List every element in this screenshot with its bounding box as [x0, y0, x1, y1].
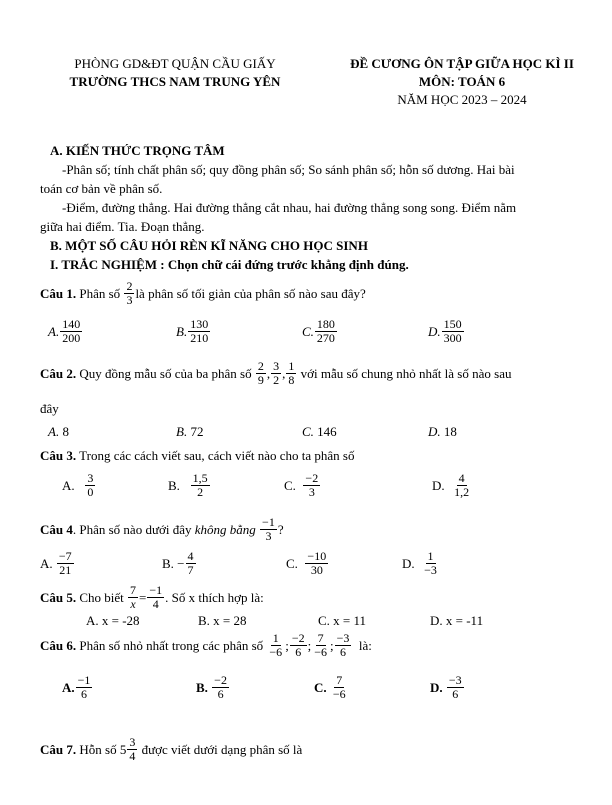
numerator: −1 [77, 673, 91, 687]
numerator: 7 [336, 673, 343, 687]
option-letter: C. [318, 613, 330, 628]
option-letter: A. [62, 679, 75, 695]
q2-option-c[interactable] [302, 424, 337, 440]
question-7 [40, 736, 302, 763]
fraction [286, 360, 296, 387]
question-6-text-b: là: [358, 637, 372, 653]
option-letter: B. [162, 555, 174, 571]
fraction [124, 280, 134, 307]
equals-sign: = [139, 589, 147, 605]
fraction [447, 674, 464, 701]
doc-title: ĐỀ CƯƠNG ÔN TẬP GIỮA HỌC KÌ II [350, 56, 574, 71]
numerator: 3 [87, 471, 94, 485]
fraction [260, 516, 277, 543]
q1-option-a[interactable] [48, 318, 83, 345]
q6-option-d[interactable] [430, 674, 465, 701]
denominator: −3 [424, 563, 437, 577]
question-2-label: Câu 2. [40, 365, 77, 381]
fraction [128, 584, 138, 611]
question-1 [40, 280, 366, 307]
denominator: −6 [269, 645, 283, 659]
option-letter: A. [40, 555, 53, 571]
fraction [186, 550, 196, 577]
fraction [256, 360, 266, 387]
option-value: 8 [62, 424, 69, 439]
option-value: x = -11 [445, 613, 484, 628]
option-letter: C. [302, 424, 314, 439]
numerator: −1 [262, 515, 275, 529]
fraction [267, 632, 284, 659]
question-2 [40, 360, 511, 387]
fraction [303, 472, 320, 499]
q5-option-a[interactable] [86, 613, 140, 629]
q6-option-b[interactable] [196, 674, 230, 701]
denominator: 3 [265, 529, 272, 543]
denominator: 1,2 [454, 485, 470, 499]
denominator: 210 [190, 331, 209, 345]
numerator: 7 [130, 583, 137, 597]
option-letter: A. [86, 613, 99, 628]
fraction [442, 318, 464, 345]
option-letter: B. [176, 323, 188, 339]
question-5 [40, 584, 264, 611]
fraction [147, 584, 164, 611]
fraction [127, 736, 137, 763]
school-department: PHÒNG GD&ĐT QUẬN CẦU GIẤY [74, 56, 276, 71]
q6-option-a[interactable] [62, 674, 93, 701]
question-7-label: Câu 7. [40, 741, 77, 757]
option-prefix: − [177, 555, 185, 571]
fraction [331, 674, 348, 701]
q4-option-a[interactable] [40, 550, 75, 577]
denominator: −6 [332, 687, 346, 701]
option-letter: D. [402, 555, 415, 571]
option-letter: B. [176, 424, 188, 439]
numerator: −7 [58, 549, 72, 563]
fraction [60, 318, 82, 345]
question-1-label: Câu 1. [40, 285, 77, 301]
numerator: 1 [427, 549, 434, 563]
numerator: 1 [288, 359, 295, 373]
option-letter: C. [314, 679, 327, 695]
option-value: x = 28 [213, 613, 247, 628]
numerator: −10 [307, 549, 327, 563]
numerator: 4 [187, 549, 194, 563]
numerator: 3 [273, 359, 280, 373]
question-3-text: Trong các cách viết sau, cách viết nào cho ta phân số [79, 448, 355, 463]
section-b-title: B. MỘT SỐ CÂU HỎI RÈN KĨ NĂNG CHO HỌC SINH [50, 238, 368, 253]
fraction [335, 632, 352, 659]
q2-option-d[interactable] [428, 424, 457, 440]
part-1-title: I. TRẮC NGHIỆM : Chọn chữ cái đứng trước khẳng định đúng. [50, 257, 409, 272]
separator: , [282, 365, 286, 381]
question-2-text-b: với mẫu số chung nhỏ nhất là số nào sau [300, 365, 512, 381]
numerator: −1 [149, 583, 163, 597]
q4-option-d[interactable] [402, 550, 440, 577]
section-a-title: A. KIẾN THỨC TRỌNG TÂM [50, 143, 225, 158]
section-a-line4: giữa hai điểm. Tia. Đoạn thẳng. [40, 219, 205, 234]
fraction [57, 550, 74, 577]
question-5-text-a: Cho biết [79, 589, 124, 605]
q5-option-c[interactable] [318, 613, 366, 629]
denominator: 3 [126, 293, 133, 307]
fraction [452, 472, 471, 499]
option-letter: D. [430, 613, 443, 628]
fraction [305, 550, 328, 577]
q6-option-c[interactable] [314, 674, 349, 701]
denominator: 8 [288, 373, 295, 387]
denominator: 6 [452, 687, 459, 701]
option-value: x = -28 [101, 613, 140, 628]
denominator: 0 [87, 485, 94, 499]
option-value: x = 11 [333, 613, 367, 628]
denominator: 3 [308, 485, 315, 499]
question-4 [40, 516, 284, 543]
option-letter: A. [48, 323, 60, 339]
q2-option-b[interactable] [176, 424, 203, 440]
denominator: 6 [295, 645, 302, 659]
fraction [188, 318, 210, 345]
school-year: NĂM HỌC 2023 – 2024 [397, 92, 527, 107]
q3-option-a[interactable] [62, 472, 96, 499]
q1-option-c[interactable] [302, 318, 338, 345]
fraction [290, 632, 307, 659]
denominator: 6 [217, 687, 224, 701]
mixed-whole: 5 [119, 741, 127, 757]
question-4-text-b: ? [277, 521, 284, 537]
numerator: 1,5 [192, 471, 208, 485]
doc-subject: MÔN: TOÁN 6 [418, 74, 506, 89]
denominator: 270 [316, 331, 335, 345]
question-6-text-a: Phân số nhỏ nhất trong các phân số [79, 637, 264, 653]
option-letter: B. [196, 679, 208, 695]
denominator: 30 [310, 563, 323, 577]
denominator: 300 [443, 331, 462, 345]
question-4-label: Câu 4 [40, 521, 73, 537]
question-3 [40, 448, 354, 464]
denominator: 4 [129, 749, 136, 763]
numerator: 150 [443, 317, 462, 331]
fraction [76, 674, 93, 701]
question-1-text-b: là phân số tối giản của phân số nào sau đây? [135, 285, 366, 301]
numerator: −2 [214, 673, 227, 687]
fraction [212, 674, 229, 701]
denominator: 9 [257, 373, 264, 387]
denominator: −6 [314, 645, 327, 659]
mixed-number [120, 736, 139, 763]
numerator: 130 [190, 317, 209, 331]
question-2-text-a: Quy đồng mẫu số của ba phân số [79, 365, 252, 381]
option-value: 18 [443, 424, 457, 439]
denominator: 6 [340, 645, 347, 659]
question-5-text-b: . Số x thích hợp là: [165, 589, 264, 605]
question-2-text-c: đây [40, 401, 59, 416]
q1-option-b[interactable] [176, 318, 211, 345]
section-a-line1: -Phân số; tính chất phân số; quy đồng phân số; So sánh phân số; hỗn số dương. Hai bài [62, 162, 515, 177]
question-7-text-a: Hỗn số [79, 741, 117, 757]
option-value: 146 [317, 424, 337, 439]
denominator: 7 [187, 563, 194, 577]
q3-option-c[interactable] [284, 472, 321, 499]
denominator: 200 [62, 331, 81, 345]
option-letter: D. [432, 477, 445, 493]
numerator: 4 [458, 471, 465, 485]
denominator: 2 [273, 373, 280, 387]
q4-option-b[interactable] [162, 550, 197, 577]
question-4-emphasis: không bằng [194, 521, 256, 537]
option-letter: A. [48, 424, 60, 439]
fraction [271, 360, 281, 387]
question-6 [40, 632, 372, 659]
denominator: x [130, 597, 136, 611]
question-5-label: Câu 5. [40, 589, 77, 605]
q4-option-c[interactable] [286, 550, 329, 577]
fraction [191, 472, 210, 499]
numerator: −2 [305, 471, 319, 485]
option-letter: A. [62, 477, 75, 493]
q2-option-a[interactable] [48, 424, 69, 440]
q3-option-b[interactable] [168, 472, 211, 499]
denominator: 6 [81, 687, 88, 701]
section-a-line2: toán cơ bản về phân số. [40, 181, 163, 196]
denominator: 21 [59, 563, 72, 577]
numerator: 180 [316, 317, 335, 331]
numerator: 2 [126, 279, 133, 293]
q3-option-d[interactable] [432, 472, 472, 499]
option-letter: C. [302, 323, 314, 339]
separator: ; [285, 637, 289, 653]
numerator: 1 [272, 631, 279, 645]
option-letter: B. [198, 613, 210, 628]
numerator: 140 [62, 317, 81, 331]
q5-option-b[interactable] [198, 613, 247, 629]
section-a-line3: -Điểm, đường thẳng. Hai đường thẳng cắt nhau, hai đường thẳng song song. Điểm nằm [62, 200, 517, 215]
q5-option-d[interactable] [430, 613, 483, 629]
question-3-label: Câu 3. [40, 448, 77, 463]
school-name: TRƯỜNG THCS NAM TRUNG YÊN [69, 74, 281, 89]
question-7-text-b: được viết dưới dạng phân số là [141, 741, 303, 757]
numerator: −3 [336, 631, 350, 645]
denominator: 2 [197, 485, 204, 499]
fraction [315, 318, 337, 345]
q1-option-d[interactable] [428, 318, 465, 345]
fraction [312, 632, 329, 659]
numerator: 3 [129, 735, 136, 749]
numerator: 7 [317, 631, 324, 645]
question-1-text-a: Phân số [79, 285, 121, 301]
option-letter: D. [428, 323, 441, 339]
separator: ; [307, 637, 312, 653]
option-letter: D. [428, 424, 441, 439]
option-letter: B. [168, 477, 180, 493]
numerator: 2 [257, 359, 264, 373]
question-4-text-a: . Phân số nào dưới đây [72, 521, 192, 537]
numerator: −2 [291, 631, 305, 645]
fraction [85, 472, 95, 499]
numerator: −3 [448, 673, 462, 687]
denominator: 4 [152, 597, 159, 611]
option-letter: C. [286, 555, 298, 571]
option-letter: D. [430, 679, 443, 695]
separator: ; [330, 637, 334, 653]
separator: , [266, 365, 271, 381]
fraction [422, 550, 439, 577]
question-6-label: Câu 6. [40, 637, 77, 653]
option-letter: C. [284, 477, 296, 493]
option-value: 72 [190, 424, 204, 439]
